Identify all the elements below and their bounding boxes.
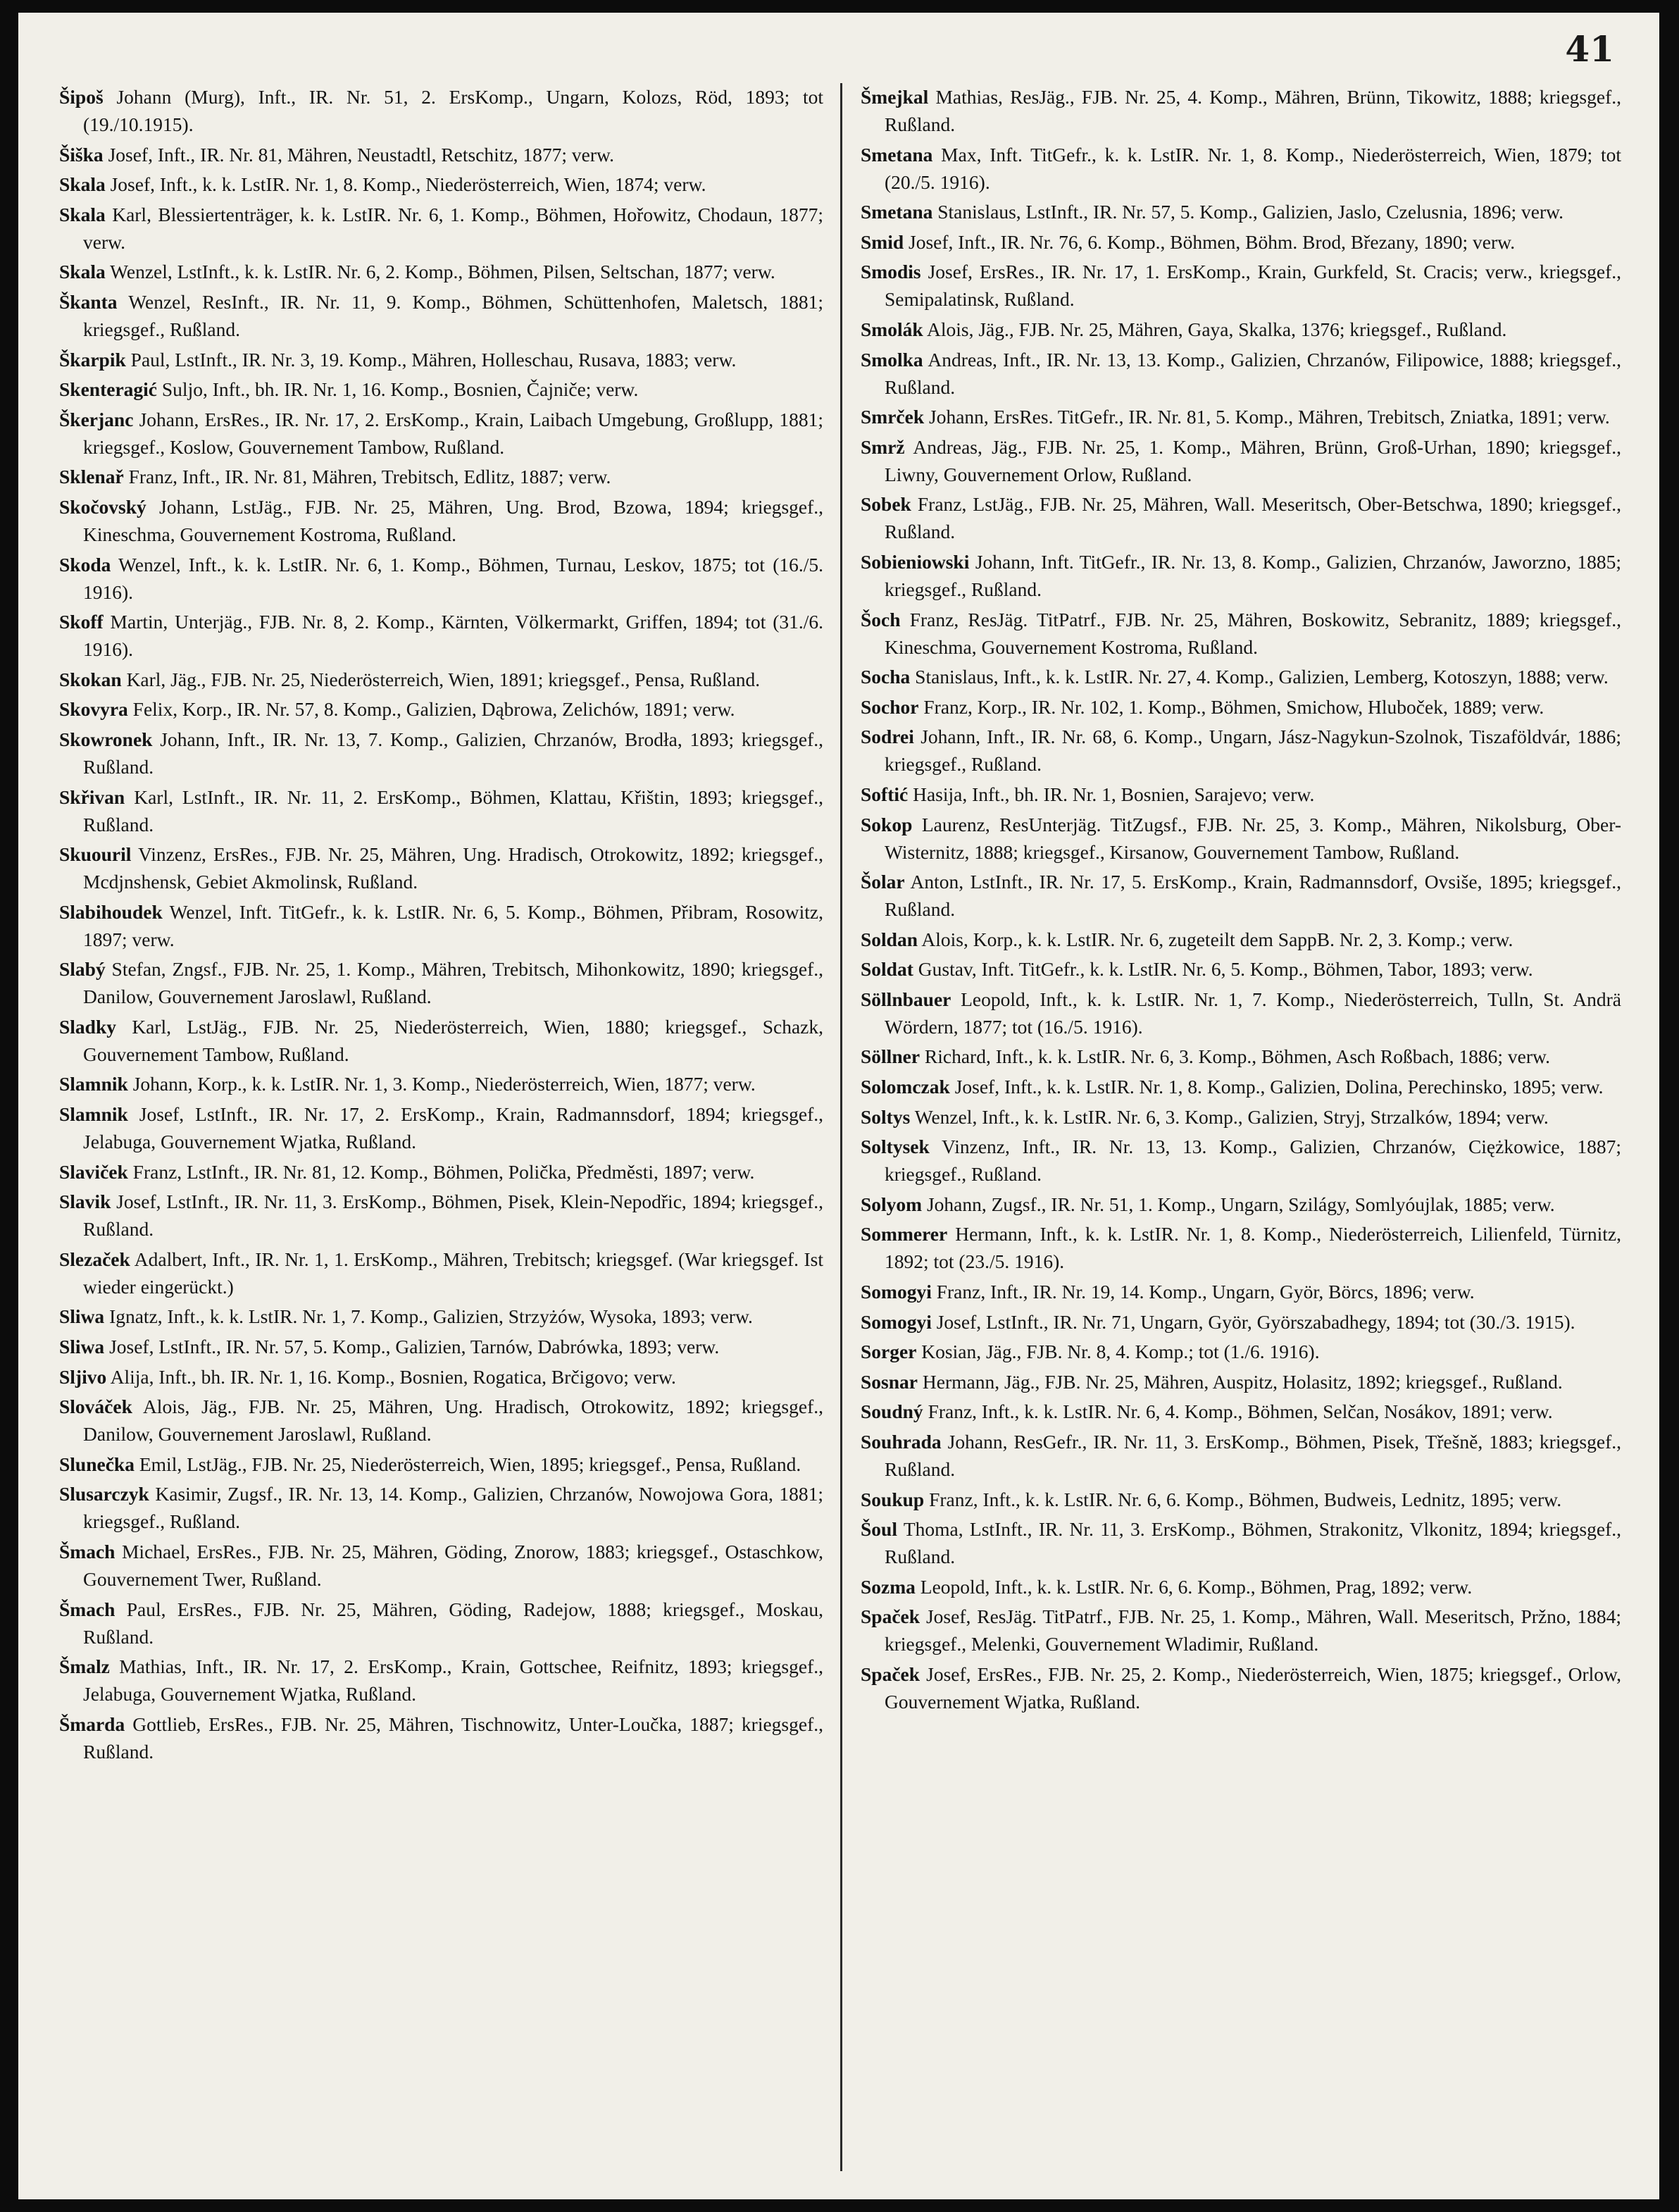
roster-entry <box>59 288 823 343</box>
entry-surname: Soudný <box>861 1400 923 1423</box>
entry-surname: Sladky <box>59 1015 117 1038</box>
entry-surname: Skuouril <box>59 843 132 866</box>
roster-entry <box>861 986 1621 1040</box>
roster-entry <box>59 463 823 490</box>
entry-surname: Skala <box>59 203 106 225</box>
roster-entry <box>861 228 1621 256</box>
roster-entry <box>59 1070 823 1098</box>
entry-details: Felix, Korp., IR. Nr. 57, 8. Komp., Galizien, Dąbrowa, Zelichów, 1891; verw. <box>132 698 735 721</box>
entry-details: Stanislaus, Inft., k. k. LstIR. Nr. 27, 4. Komp., Galizien, Lemberg, Kotoszyn, 1888; verw. <box>915 666 1609 688</box>
entry-surname: Slusarczyk <box>59 1483 149 1505</box>
entry-details: Franz, Inft., k. k. LstIR. Nr. 6, 4. Komp., Böhmen, Selčan, Nosákov, 1891; verw. <box>928 1400 1553 1423</box>
roster-entry <box>861 403 1621 430</box>
entry-details: Franz, LstJäg., FJB. Nr. 25, Mähren, Wall. Meseritsch, Ober-Betschwa, 1890; kriegsgef., Rußland. <box>885 493 1621 543</box>
entry-surname: Šmach <box>59 1598 116 1620</box>
roster-entry <box>861 1603 1621 1658</box>
entry-surname: Skala <box>59 261 106 283</box>
entry-details: Richard, Inft., k. k. LstIR. Nr. 6, 3. Komp., Böhmen, Asch Roßbach, 1886; verw. <box>924 1045 1550 1068</box>
entry-surname: Škarpik <box>59 348 126 371</box>
entry-details: Karl, Blessiertenträger, k. k. LstIR. Nr. 6, 1. Komp., Böhmen, Hořowitz, Chodaun, 1877; verw. <box>83 203 824 253</box>
roster-entry <box>59 170 823 198</box>
entry-surname: Slezaček <box>59 1248 130 1270</box>
entry-details: Franz, Inft., IR. Nr. 19, 14. Komp., Ungarn, Györ, Börcs, 1896; verw. <box>936 1281 1475 1303</box>
roster-entry <box>861 433 1621 488</box>
roster-entry <box>861 1428 1621 1483</box>
entry-surname: Solomczak <box>861 1076 950 1098</box>
entry-surname: Somogyi <box>861 1281 932 1303</box>
entry-surname: Smrček <box>861 406 925 428</box>
entry-details: Franz, Inft., IR. Nr. 81, Mähren, Trebitsch, Edlitz, 1887; verw. <box>128 466 611 488</box>
left-column <box>59 83 840 2171</box>
entry-surname: Souhrada <box>861 1431 942 1453</box>
entry-details: Josef, LstInft., IR. Nr. 11, 3. ErsKomp., Böhmen, Pisek, Klein-Nepodřic, 1894; kriegsgef., Rußland. <box>83 1191 823 1241</box>
page-number: 41 <box>1565 28 1614 70</box>
entry-surname: Somogyi <box>861 1310 932 1333</box>
entry-surname: Šolar <box>861 871 905 893</box>
entry-details: Josef, LstInft., IR. Nr. 57, 5. Komp., Galizien, Tarnów, Dabrówka, 1893; verw. <box>109 1336 720 1358</box>
roster-entry <box>861 926 1621 953</box>
entry-surname: Šiška <box>59 143 104 166</box>
entry-surname: Šipoš <box>59 86 104 108</box>
entry-surname: Skočovský <box>59 495 146 518</box>
entry-surname: Softić <box>861 783 909 805</box>
roster-entry <box>861 1103 1621 1131</box>
entry-surname: Soltys <box>861 1105 911 1128</box>
entry-details: Paul, ErsRes., FJB. Nr. 25, Mähren, Göding, Radejow, 1888; kriegsgef., Moskau, Rußland. <box>83 1598 824 1648</box>
entry-details: Franz, Korp., IR. Nr. 102, 1. Komp., Böhmen, Smichow, Hluboček, 1889; verw. <box>923 695 1544 718</box>
entry-details: Stefan, Zngsf., FJB. Nr. 25, 1. Komp., Mähren, Trebitsch, Mihonkowitz, 1890; kriegsgef., Danilow, Gouvernement Jaroslawl, Rußland. <box>83 958 823 1008</box>
roster-entry <box>861 1573 1621 1601</box>
entry-details: Alois, Jäg., FJB. Nr. 25, Mähren, Ung. Hradisch, Otrokowitz, 1892; kriegsgef., Danilow, Gouvernement Jaroslawl, Rußland. <box>83 1396 823 1446</box>
entry-details: Johann, Inft. TitGefr., IR. Nr. 13, 8. Komp., Galizien, Chrzanów, Jaworzno, 1885; kriegsgef., Rußland. <box>885 550 1621 600</box>
entry-surname: Smid <box>861 230 904 253</box>
roster-entry <box>861 1133 1621 1188</box>
entry-surname: Sommerer <box>861 1223 948 1245</box>
entry-surname: Smodis <box>861 261 921 283</box>
right-column <box>840 83 1621 2171</box>
entry-details: Laurenz, ResUnterjäg. TitZugsf., FJB. Nr. 25, 3. Komp., Mähren, Nikolsburg, Ober-Wisternitz, 1888; kriegsgef., Kirsanow, Gouvernement Tambow, Rußland. <box>885 813 1621 863</box>
roster-entry <box>59 608 823 663</box>
entry-surname: Smetana <box>861 143 933 166</box>
entry-details: Wenzel, Inft., k. k. LstIR. Nr. 6, 1. Komp., Böhmen, Turnau, Leskov, 1875; tot (16./5. 1916). <box>83 553 823 603</box>
entry-surname: Sozma <box>861 1575 916 1598</box>
roster-entry <box>861 1368 1621 1396</box>
entry-details: Josef, LstInft., IR. Nr. 17, 2. ErsKomp., Krain, Radmannsdorf, 1894; kriegsgef., Jelabuga, Gouvernement Wjatka, Rußland. <box>83 1103 823 1153</box>
document-page <box>18 13 1659 2199</box>
entry-surname: Soltysek <box>861 1136 930 1158</box>
entry-details: Josef, ErsRes., IR. Nr. 17, 1. ErsKomp., Krain, Gurkfeld, St. Cracis; verw., kriegsgef., Semipalatinsk, Rußland. <box>885 261 1621 311</box>
entry-surname: Smolák <box>861 318 923 340</box>
entry-details: Gustav, Inft. TitGefr., k. k. LstIR. Nr. 6, 5. Komp., Böhmen, Tabor, 1893; verw. <box>918 958 1533 981</box>
entry-details: Ignatz, Inft., k. k. LstIR. Nr. 1, 7. Komp., Galizien, Strzyżów, Wysoka, 1893; verw. <box>109 1305 753 1328</box>
entry-details: Johann (Murg), Inft., IR. Nr. 51, 2. ErsKomp., Ungarn, Kolozs, Röd, 1893; tot (19./10.1915). <box>83 86 824 135</box>
entry-details: Franz, LstInft., IR. Nr. 81, 12. Komp., Böhmen, Polička, Předměsti, 1897; verw. <box>132 1160 755 1183</box>
entry-details: Paul, LstInft., IR. Nr. 3, 19. Komp., Mähren, Holleschau, Rusava, 1883; verw. <box>130 348 737 371</box>
roster-entry <box>861 198 1621 225</box>
entry-details: Wenzel, LstInft., k. k. LstIR. Nr. 6, 2. Komp., Böhmen, Pilsen, Seltschan, 1877; verw. <box>110 261 775 283</box>
entry-surname: Sliwa <box>59 1305 105 1328</box>
entry-details: Johann, Inft., IR. Nr. 13, 7. Komp., Galizien, Chrzanów, Brodła, 1893; kriegsgef., Rußland. <box>83 728 823 778</box>
roster-entry <box>59 141 823 168</box>
entry-surname: Škerjanc <box>59 408 134 430</box>
roster-entry <box>59 1480 823 1535</box>
entry-surname: Slamnik <box>59 1103 128 1126</box>
roster-entry <box>861 1073 1621 1100</box>
roster-entry <box>861 1191 1621 1218</box>
entry-details: Thoma, LstInft., IR. Nr. 11, 3. ErsKomp., Böhmen, Strakonitz, Vlkonitz, 1894; kriegsgef., Rußland. <box>885 1518 1621 1568</box>
entry-surname: Šmach <box>59 1541 116 1562</box>
entry-surname: Šoch <box>861 608 901 630</box>
roster-entry <box>59 201 823 256</box>
roster-entry <box>861 1660 1621 1715</box>
entry-details: Franz, ResJäg. TitPatrf., FJB. Nr. 25, Mähren, Boskowitz, Sebranitz, 1889; kriegsgef., Kineschma, Gouvernement Kostroma, Rußland. <box>885 608 1621 658</box>
roster-entry <box>861 1220 1621 1275</box>
roster-entry <box>861 83 1621 138</box>
roster-entry <box>59 1013 823 1068</box>
entry-surname: Sljivo <box>59 1365 107 1388</box>
entry-details: Josef, ResJäg. TitPatrf., FJB. Nr. 25, 1. Komp., Mähren, Wall. Meseritsch, Pržno, 1884; kriegsgef., Melenki, Gouvernement Wladimir, Rußland. <box>885 1605 1621 1655</box>
entry-details: Hermann, Inft., k. k. LstIR. Nr. 1, 8. Komp., Niederösterreich, Lilienfeld, Türnitz, 1892; tot (23./5. 1916). <box>885 1223 1621 1273</box>
entry-surname: Smrž <box>861 435 905 458</box>
entry-surname: Soldat <box>861 958 913 981</box>
roster-entry <box>861 316 1621 343</box>
entry-details: Karl, Jäg., FJB. Nr. 25, Niederösterreich, Wien, 1891; kriegsgef., Pensa, Rußland. <box>126 668 761 690</box>
entry-details: Wenzel, Inft., k. k. LstIR. Nr. 6, 3. Komp., Galizien, Stryj, Strzalków, 1894; verw. <box>914 1105 1549 1128</box>
roster-entry <box>59 346 823 373</box>
roster-entry <box>59 1450 823 1478</box>
entry-surname: Škanta <box>59 290 118 313</box>
entry-surname: Sokop <box>861 813 913 835</box>
entry-surname: Söllnbauer <box>861 988 951 1010</box>
entry-details: Josef, ErsRes., FJB. Nr. 25, 2. Komp., Niederösterreich, Wien, 1875; kriegsgef., Orlow, Gouvernement Wjatka, Rußland. <box>885 1663 1621 1713</box>
roster-entry <box>59 1333 823 1360</box>
roster-entry <box>861 1308 1621 1336</box>
entry-details: Johann, Inft., IR. Nr. 68, 6. Komp., Ungarn, Jász-Nagykun-Szolnok, Tiszaföldvár, 1886; kriegsgef., Rußland. <box>885 726 1621 776</box>
entry-surname: Sochor <box>861 695 919 718</box>
entry-details: Mathias, ResJäg., FJB. Nr. 25, 4. Komp., Mähren, Brünn, Tikowitz, 1888; kriegsgef., Rußland. <box>885 86 1621 135</box>
entry-surname: Skokan <box>59 668 122 690</box>
roster-entry <box>861 723 1621 778</box>
roster-entry <box>861 1486 1621 1513</box>
roster-entry <box>59 1596 823 1651</box>
entry-details: Josef, Inft., k. k. LstIR. Nr. 1, 8. Komp., Niederösterreich, Wien, 1874; verw. <box>110 173 706 196</box>
entry-details: Hasija, Inft., bh. IR. Nr. 1, Bosnien, Sarajevo; verw. <box>913 783 1315 805</box>
roster-entry <box>59 1653 823 1708</box>
entry-details: Karl, LstInft., IR. Nr. 11, 2. ErsKomp., Böhmen, Klattau, Křištin, 1893; kriegsgef., Rußland. <box>83 785 824 835</box>
entry-surname: Spaček <box>861 1663 920 1685</box>
entry-surname: Šmejkal <box>861 86 929 108</box>
entry-details: Johann, ErsRes. TitGefr., IR. Nr. 81, 5. Komp., Mähren, Trebitsch, Zniatka, 1891; verw. <box>929 406 1610 428</box>
entry-details: Kasimir, Zugsf., IR. Nr. 13, 14. Komp., Galizien, Chrzanów, Nowojowa Gora, 1881; kriegsgef., Rußland. <box>83 1483 824 1533</box>
entry-surname: Sobieniowski <box>861 550 970 573</box>
roster-entry <box>861 663 1621 690</box>
roster-entry <box>59 1188 823 1243</box>
roster-entry <box>861 1338 1621 1365</box>
entry-surname: Solyom <box>861 1193 923 1215</box>
entry-surname: Sliwa <box>59 1336 105 1358</box>
roster-entry <box>861 606 1621 661</box>
roster-entry <box>861 141 1621 196</box>
roster-entry <box>861 693 1621 721</box>
entry-details: Karl, LstJäg., FJB. Nr. 25, Niederösterreich, Wien, 1880; kriegsgef., Schazk, Gouvernement Tambow, Rußland. <box>83 1015 824 1065</box>
roster-entry <box>861 490 1621 545</box>
entry-details: Alija, Inft., bh. IR. Nr. 1, 16. Komp., Bosnien, Rogatica, Brčigovo; verw. <box>110 1365 676 1388</box>
entry-details: Josef, LstInft., IR. Nr. 71, Ungarn, Györ, Györszabadhegy, 1894; tot (30./3. 1915). <box>936 1310 1575 1333</box>
entry-details: Stanislaus, LstInft., IR. Nr. 57, 5. Komp., Galizien, Jaslo, Czelusnia, 1896; verw. <box>937 201 1564 223</box>
roster-entry <box>861 346 1621 401</box>
entry-details: Vinzenz, Inft., IR. Nr. 13, 13. Komp., Galizien, Chrzanów, Ciężkowice, 1887; kriegsgef., Rußland. <box>885 1136 1621 1186</box>
entry-details: Leopold, Inft., k. k. LstIR. Nr. 6, 6. Komp., Böhmen, Prag, 1892; verw. <box>920 1575 1473 1598</box>
entry-details: Mathias, Inft., IR. Nr. 17, 2. ErsKomp., Krain, Gottschee, Reifnitz, 1893; kriegsgef., Jelabuga, Gouvernement Wjatka, Rußland. <box>83 1655 823 1705</box>
entry-surname: Šmarda <box>59 1713 125 1735</box>
entry-surname: Slavik <box>59 1191 111 1213</box>
entry-details: Josef, Inft., IR. Nr. 81, Mähren, Neustadtl, Retschitz, 1877; verw. <box>108 143 614 166</box>
entry-surname: Slunečka <box>59 1453 135 1475</box>
roster-entry <box>59 1303 823 1330</box>
entry-details: Alois, Jäg., FJB. Nr. 25, Mähren, Gaya, Skalka, 1376; kriegsgef., Rußland. <box>927 318 1507 340</box>
entry-surname: Soukup <box>861 1488 925 1510</box>
entry-details: Gottlieb, ErsRes., FJB. Nr. 25, Mähren, Tischnowitz, Unter-Loučka, 1887; kriegsgef., Rußland. <box>83 1713 823 1763</box>
roster-entry <box>59 783 823 838</box>
entry-details: Franz, Inft., k. k. LstIR. Nr. 6, 6. Komp., Böhmen, Budweis, Lednitz, 1895; verw. <box>929 1488 1562 1510</box>
entry-details: Johann, Korp., k. k. LstIR. Nr. 1, 3. Komp., Niederösterreich, Wien, 1877; verw. <box>132 1073 756 1095</box>
entry-details: Vinzenz, ErsRes., FJB. Nr. 25, Mähren, Ung. Hradisch, Otrokowitz, 1892; kriegsgef., Mcdjnshensk, Gebiet Akmolinsk, Rußland. <box>83 843 823 893</box>
roster-entry <box>59 1363 823 1391</box>
entry-surname: Skřivan <box>59 785 125 808</box>
roster-entry <box>59 375 823 403</box>
roster-entry <box>59 258 823 285</box>
entry-details: Emil, LstJäg., FJB. Nr. 25, Niederösterreich, Wien, 1895; kriegsgef., Pensa, Rußland. <box>139 1453 801 1475</box>
entry-details: Johann, LstJäg., FJB. Nr. 25, Mähren, Ung. Brod, Bzowa, 1894; kriegsgef., Kineschma, Gouvernement Kostroma, Rußland. <box>83 495 824 545</box>
roster-entry <box>59 83 823 138</box>
entry-surname: Slaviček <box>59 1160 128 1183</box>
entry-details: Suljo, Inft., bh. IR. Nr. 1, 16. Komp., Bosnien, Čajniče; verw. <box>161 378 639 401</box>
entry-surname: Smolka <box>861 348 923 371</box>
entry-surname: Sodrei <box>861 726 914 748</box>
entry-surname: Skoff <box>59 611 104 633</box>
entry-surname: Slabý <box>59 958 106 981</box>
roster-entry <box>861 811 1621 866</box>
entry-surname: Slamnik <box>59 1073 128 1095</box>
roster-entry <box>861 1278 1621 1305</box>
roster-entry <box>59 666 823 693</box>
roster-entry <box>59 1710 823 1765</box>
entry-details: Johann, ErsRes., IR. Nr. 17, 2. ErsKomp., Krain, Laibach Umgebung, Großlupp, 1881; kriegsgef., Koslow, Gouvernement Tambow, Rußland. <box>83 408 823 458</box>
roster-entry <box>861 868 1621 923</box>
entry-surname: Smetana <box>861 201 933 223</box>
entry-details: Andreas, Inft., IR. Nr. 13, 13. Komp., Galizien, Chrzanów, Filipowice, 1888; kriegsgef., Rußland. <box>885 348 1621 398</box>
entry-details: Johann, Zugsf., IR. Nr. 51, 1. Komp., Ungarn, Szilágy, Somlyóujlak, 1885; verw. <box>926 1193 1555 1215</box>
roster-entry <box>59 726 823 781</box>
roster-entry <box>59 1538 823 1593</box>
roster-entry <box>861 1043 1621 1070</box>
entry-details: Andreas, Jäg., FJB. Nr. 25, 1. Komp., Mähren, Brünn, Groß-Urhan, 1890; kriegsgef., Liwny, Gouvernement Orlow, Rußland. <box>885 435 1621 485</box>
entry-surname: Sobek <box>861 493 911 516</box>
roster-entry <box>861 258 1621 313</box>
entry-details: Adalbert, Inft., IR. Nr. 1, 1. ErsKomp., Mähren, Trebitsch; kriegsgef. (War kriegsgef. Ist wieder eingerückt.) <box>83 1248 823 1298</box>
roster-entry <box>59 840 823 895</box>
roster-entry <box>59 1245 823 1300</box>
entry-surname: Skovyra <box>59 698 128 721</box>
entry-details: Josef, Inft., IR. Nr. 76, 6. Komp., Böhmen, Böhm. Brod, Březany, 1890; verw. <box>909 230 1516 253</box>
entry-details: Michael, ErsRes., FJB. Nr. 25, Mähren, Göding, Znorow, 1883; kriegsgef., Ostaschkow, Gouvernement Twer, Rußland. <box>83 1541 824 1590</box>
entry-details: Hermann, Jäg., FJB. Nr. 25, Mähren, Auspitz, Holasitz, 1892; kriegsgef., Rußland. <box>922 1370 1563 1393</box>
roster-entry <box>59 1158 823 1186</box>
roster-entry <box>59 695 823 723</box>
roster-entry <box>861 1398 1621 1425</box>
roster-entry <box>861 1515 1621 1570</box>
two-column-body <box>59 83 1621 2171</box>
entry-details: Kosian, Jäg., FJB. Nr. 8, 4. Komp.; tot (1./6. 1916). <box>921 1341 1320 1363</box>
roster-entry <box>59 898 823 953</box>
entry-surname: Slabihoudek <box>59 900 163 923</box>
roster-entry <box>59 406 823 461</box>
roster-entry <box>59 1100 823 1155</box>
entry-details: Wenzel, Inft. TitGefr., k. k. LstIR. Nr. 6, 5. Komp., Böhmen, Přibram, Rosowitz, 1897; verw. <box>83 900 823 950</box>
roster-entry <box>59 493 823 548</box>
entry-surname: Slováček <box>59 1396 132 1418</box>
entry-surname: Socha <box>861 666 911 688</box>
entry-details: Martin, Unterjäg., FJB. Nr. 8, 2. Komp., Kärnten, Völkermarkt, Griffen, 1894; tot (31./6. 1916). <box>83 611 823 661</box>
entry-surname: Soldan <box>861 928 918 950</box>
entry-details: Leopold, Inft., k. k. LstIR. Nr. 1, 7. Komp., Niederösterreich, Tulln, St. Andrä Wördern, 1877; tot (16./5. 1916). <box>885 988 1621 1038</box>
entry-details: Max, Inft. TitGefr., k. k. LstIR. Nr. 1, 8. Komp., Niederösterreich, Wien, 1879; tot (20./5. 1916). <box>885 143 1621 193</box>
roster-entry <box>861 955 1621 983</box>
entry-details: Alois, Korp., k. k. LstIR. Nr. 6, zugeteilt dem SappB. Nr. 2, 3. Komp.; verw. <box>921 928 1513 950</box>
entry-details: Wenzel, ResInft., IR. Nr. 11, 9. Komp., Böhmen, Schüttenhofen, Maletsch, 1881; kriegsgef., Rußland. <box>83 290 823 340</box>
entry-surname: Söllner <box>861 1045 920 1068</box>
entry-surname: Šoul <box>861 1518 897 1541</box>
roster-entry <box>59 551 823 606</box>
entry-details: Josef, Inft., k. k. LstIR. Nr. 1, 8. Komp., Galizien, Dolina, Perechinsko, 1895; verw. <box>954 1076 1604 1098</box>
entry-details: Anton, LstInft., IR. Nr. 17, 5. ErsKomp., Krain, Radmannsdorf, Ovsiše, 1895; kriegsgef., Rußland. <box>885 871 1621 921</box>
entry-surname: Sklenař <box>59 466 124 488</box>
roster-entry <box>59 1393 823 1448</box>
roster-entry <box>59 955 823 1010</box>
roster-entry <box>861 548 1621 603</box>
entry-surname: Skowronek <box>59 728 153 750</box>
entry-surname: Skoda <box>59 553 111 576</box>
entry-surname: Skenteragić <box>59 378 158 401</box>
entry-surname: Šmalz <box>59 1655 110 1678</box>
entry-details: Johann, ResGefr., IR. Nr. 11, 3. ErsKomp., Böhmen, Pisek, Třešně, 1883; kriegsgef., Rußland. <box>885 1431 1621 1480</box>
roster-entry <box>861 781 1621 808</box>
entry-surname: Sorger <box>861 1341 917 1363</box>
entry-surname: Sosnar <box>861 1370 918 1393</box>
entry-surname: Spaček <box>861 1605 920 1628</box>
entry-surname: Skala <box>59 173 106 196</box>
